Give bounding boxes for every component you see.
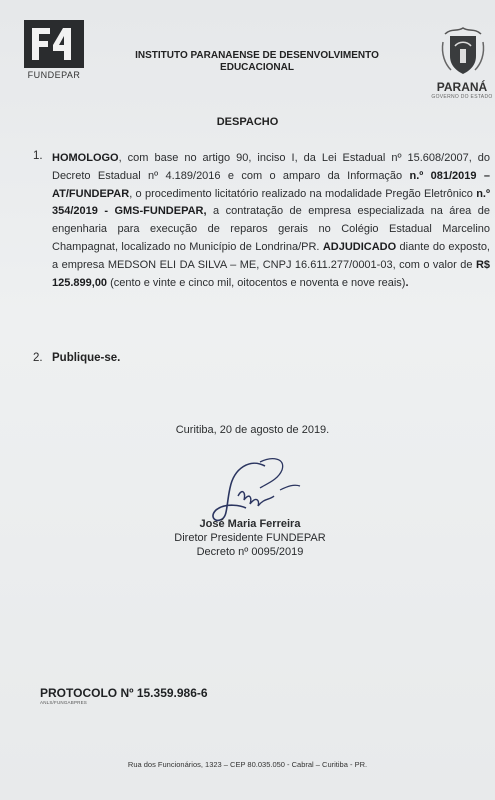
state-subtitle: GOVERNO DO ESTADO bbox=[431, 94, 493, 100]
item-1-text bbox=[52, 150, 490, 292]
paragraph-segment: R$ 125.899,00 bbox=[52, 258, 490, 289]
signature-block bbox=[150, 517, 350, 559]
item-number: 2. bbox=[33, 352, 43, 364]
paragraph-segment: (cento e vinte e cinco mil, oitocentos e noventa e nove reais) bbox=[107, 276, 406, 289]
paragraph-segment: ADJUDICADO bbox=[322, 240, 397, 253]
footer-address: Rua dos Funcionários, 1323 – CEP 80.035.050 - Cabral – Curitiba - PR. bbox=[127, 760, 368, 769]
signatory-role: Diretor Presidente FUNDEPAR bbox=[174, 532, 326, 544]
fundepar-logo bbox=[24, 20, 84, 68]
signatory-decree: Decreto nº 0095/2019 bbox=[196, 546, 304, 558]
institute-name: INSTITUTO PARANAENSE DE DESENVOLVIMENTO EDUCACIONAL bbox=[135, 50, 379, 73]
paragraph-segment: . bbox=[405, 276, 409, 289]
paragraph-segment: , o procedimento licitatório realizado na modalidade Pregão Eletrônico bbox=[129, 187, 477, 200]
signatory-name: José Maria Ferreira bbox=[199, 518, 301, 530]
document-title: DESPACHO bbox=[216, 116, 279, 128]
paragraph-segment: diante do exposto, a empresa MEDSON ELI DA SILVA – ME, CNPJ 16.611.277/0001-03, com o valor de bbox=[52, 240, 490, 271]
state-name: PARANÁ bbox=[436, 80, 488, 94]
paragraph-segment: n.º 354/2019 - GMS-FUNDEPAR, bbox=[52, 187, 490, 218]
protocol-subtext: ANLS/FUNGABPRES bbox=[40, 700, 88, 705]
item-number: 1. bbox=[33, 150, 43, 162]
item-2-text: Publique-se. bbox=[52, 352, 121, 364]
paragraph-segment: n.º 081/2019 – AT/FUNDEPAR bbox=[52, 169, 490, 200]
protocol-number: PROTOCOLO Nº 15.359.986-6 bbox=[40, 686, 208, 700]
paragraph-segment: , com base no artigo 90, inciso I, da Lei Estadual nº 15.608/2007, do Decreto Estadual nº 4.189/2016 e com o amparo da Informação bbox=[52, 152, 490, 182]
parana-coat-of-arms-icon bbox=[439, 24, 487, 76]
paragraph-segment: HOMOLOGO bbox=[52, 152, 119, 164]
dateline: Curitiba, 20 de agosto de 2019. bbox=[175, 424, 330, 436]
logo-caption: FUNDEPAR bbox=[27, 70, 81, 80]
paragraph-segment: a contratação de empresa especializada na área de engenharia para execução de reparos gerais no Colégio Estadual Marcelino Champagnat, localizado no Município de Londrina/PR. bbox=[52, 205, 490, 253]
